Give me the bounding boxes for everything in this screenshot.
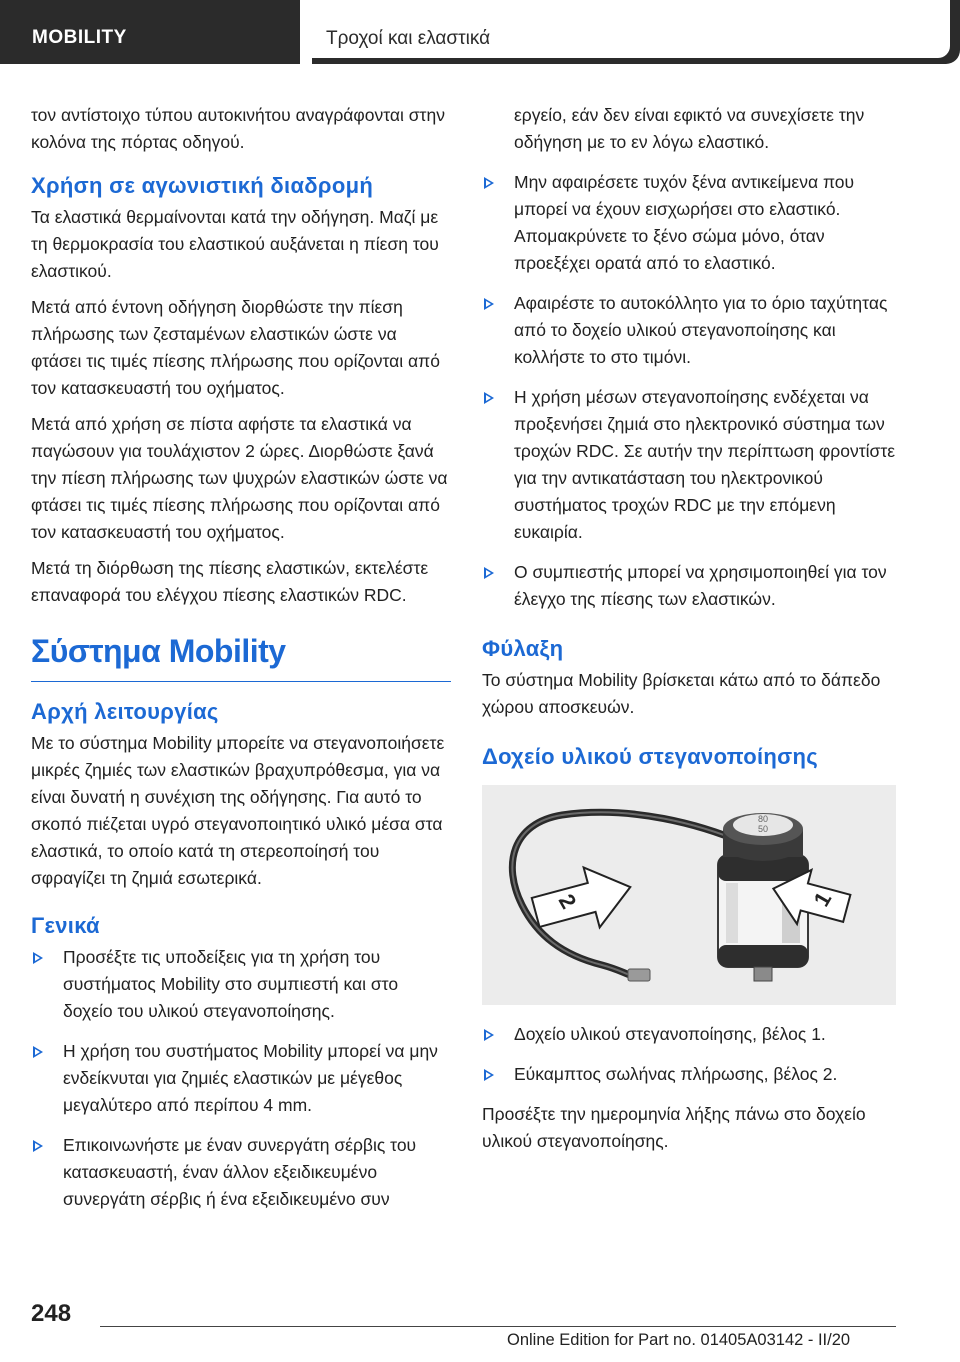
list-item xyxy=(482,169,896,277)
race-paragraph-4: Μετά τη διόρθωση της πίεσης ελαστικών, εκτελέστε επαναφορά του ελέγχου πίεσης ελαστικών RDC. xyxy=(31,558,429,605)
bullet-triangle-icon xyxy=(484,392,494,404)
general-heading: Γενικά xyxy=(31,913,100,938)
race-paragraph-1: Τα ελαστικά θερμαίνονται κατά την οδήγηση. Μαζί με τη θερμοκρασία του ελαστικού αυξάνεται η πίεση του ελαστικού. xyxy=(31,207,439,281)
left-column xyxy=(31,102,451,1226)
svg-text:2: 2 xyxy=(553,889,582,913)
section-title: MOBILITY xyxy=(32,27,127,48)
legend-item xyxy=(482,1021,896,1048)
legend-item-text: Δοχείο υλικού στεγανοποίησης, βέλος 1. xyxy=(514,1024,826,1044)
list-item-text: Μην αφαιρέσετε τυχόν ξένα αντικείμενα που μπορεί να έχουν εισχωρήσει στο ελαστικό. Απομακρύνετε το ξένο σώμα μόνο, όταν προεξέχει ορατά από το ελαστικό. xyxy=(514,172,855,273)
list-item xyxy=(482,559,896,613)
storage-heading: Φύλαξη xyxy=(482,636,564,661)
list-item xyxy=(482,384,896,546)
race-paragraph-3: Μετά από χρήση σε πίστα αφήστε τα ελαστικά να παγώσουν για τουλάχιστον 2 ώρες. Διορθώστε ξανά την πίεση πλήρωσης των ψυχρών ελαστικών ώστε να φτάσει τις τιμές πίεσης πλήρωσης που ορίζονται από τον κατασκευαστή του οχήματος. xyxy=(31,414,448,542)
storage-paragraph: Το σύστημα Mobility βρίσκεται κάτω από το δάπεδο χώρου αποσκευών. xyxy=(482,670,881,717)
bullet-triangle-icon xyxy=(484,298,494,310)
list-item-text: Η χρήση μέσων στεγανοποίησης ενδέχεται να προξενήσει ζημιά στο ηλεκτρονικό σύστημα των τροχών RDC. Σε αυτήν την περίπτωση φροντίστε για την αντικατάσταση του ηλεκτρονικού συστήματος τροχών RDC με την επόμενη ευκαιρία. xyxy=(514,387,896,542)
principle-heading: Αρχή λειτουργίας xyxy=(31,699,219,724)
sealant-container-heading: Δοχείο υλικού στεγανοποίησης xyxy=(482,744,818,769)
legend-item xyxy=(482,1061,896,1088)
expiry-paragraph: Προσέξτε την ημερομηνία λήξης πάνω στο δοχείο υλικού στεγανοποίησης. xyxy=(482,1104,866,1151)
chapter-title: Τροχοί και ελαστικά xyxy=(326,28,491,49)
page-header xyxy=(0,0,960,64)
section-tab xyxy=(0,0,300,64)
bullet-triangle-icon xyxy=(484,1029,494,1041)
svg-text:1: 1 xyxy=(808,887,837,911)
svg-text:80: 80 xyxy=(757,814,769,824)
intro-paragraph: τον αντίστοιχο τύπου αυτοκινήτου αναγράφονται στην κολόνα της πόρτας οδηγού. xyxy=(31,105,445,152)
list-item-text: Ο συμπιεστής μπορεί να χρησιμοποιηθεί για τον έλεγχο της πίεσης των ελαστικών. xyxy=(514,562,887,609)
list-item-text: Αφαιρέστε το αυτοκόλλητο για το όριο ταχύτητας από το δοχείο υλικού στεγανοποίησης και κολλήστε το στο τιμόνι. xyxy=(514,293,888,367)
bullet-triangle-icon xyxy=(484,567,494,579)
bullet-triangle-icon xyxy=(484,177,494,189)
race-track-heading: Χρήση σε αγωνιστική διαδρομή xyxy=(31,173,374,198)
mobility-system-heading: Σύστημα Mobility xyxy=(31,631,451,682)
sealant-container-drawing xyxy=(482,785,896,1005)
principle-paragraph: Με το σύστημα Mobility μπορείτε να στεγανοποιήσετε μικρές ζημιές των ελαστικών βραχυπρόθεσμα, για να είναι δυνατή η συνέχιση της οδήγησης. Για αυτό το σκοπό πιέζεται υγρό στεγανοποιητικό υλικό μέσα στα ελαστικά, το οποίο κατά τη στερεοποίησή του σφραγίζει τη ζημιά εσωτερικά. xyxy=(31,733,445,888)
bullet-triangle-icon xyxy=(33,1140,43,1152)
bullet-triangle-icon xyxy=(33,952,43,964)
list-item xyxy=(31,1132,451,1213)
container-valve xyxy=(754,967,772,981)
bullet-triangle-icon xyxy=(33,1046,43,1058)
page-number: 248 xyxy=(31,1300,72,1327)
svg-text:50: 50 xyxy=(757,824,769,834)
legend-item-text: Εύκαμπτος σωλήνας πλήρωσης, βέλος 2. xyxy=(514,1064,838,1084)
race-paragraph-2: Μετά από έντονη οδήγηση διορθώστε την πίεση πλήρωσης των ζεσταμένων ελαστικών ώστε να φτάσει τις τιμές πίεσης πλήρωσης που ορίζονται από τον κατασκευαστή του οχήματος. xyxy=(31,297,440,398)
chapter-tab xyxy=(312,0,960,64)
footer-divider xyxy=(100,1326,896,1327)
list-item-text: Η χρήση του συστήματος Mobility μπορεί να μην ενδείκνυται για ζημιές ελαστικών με μέγεθος μεγαλύτερο από περίπου 4 mm. xyxy=(63,1041,438,1115)
list-item-text: Επικοινωνήστε με έναν συνεργάτη σέρβις του κατασκευαστή, έναν άλλον εξειδικευμένο συνεργάτη σέρβις ή ένα εξειδικευμένο συν xyxy=(63,1135,417,1209)
list-item xyxy=(31,944,451,1025)
hose-fitting xyxy=(628,969,650,981)
arrow-2-icon xyxy=(528,857,639,942)
list-item xyxy=(482,290,896,371)
list-item-text: Προσέξτε τις υποδείξεις για τη χρήση του συστήματος Mobility στο συμπιεστή και στο δοχείο του υλικού στεγανοποίησης. xyxy=(63,947,399,1021)
edition-note: Online Edition for Part no. 01405A03142 - II/20 xyxy=(507,1331,851,1349)
list-item xyxy=(31,1038,451,1119)
continued-paragraph: εργείο, εάν δεν είναι εφικτό να συνεχίσετε την οδήγηση με το εν λόγω ελαστικό. xyxy=(514,105,865,152)
bullet-triangle-icon xyxy=(484,1069,494,1081)
right-column xyxy=(482,102,896,1164)
sealant-container-illustration xyxy=(482,785,896,1005)
